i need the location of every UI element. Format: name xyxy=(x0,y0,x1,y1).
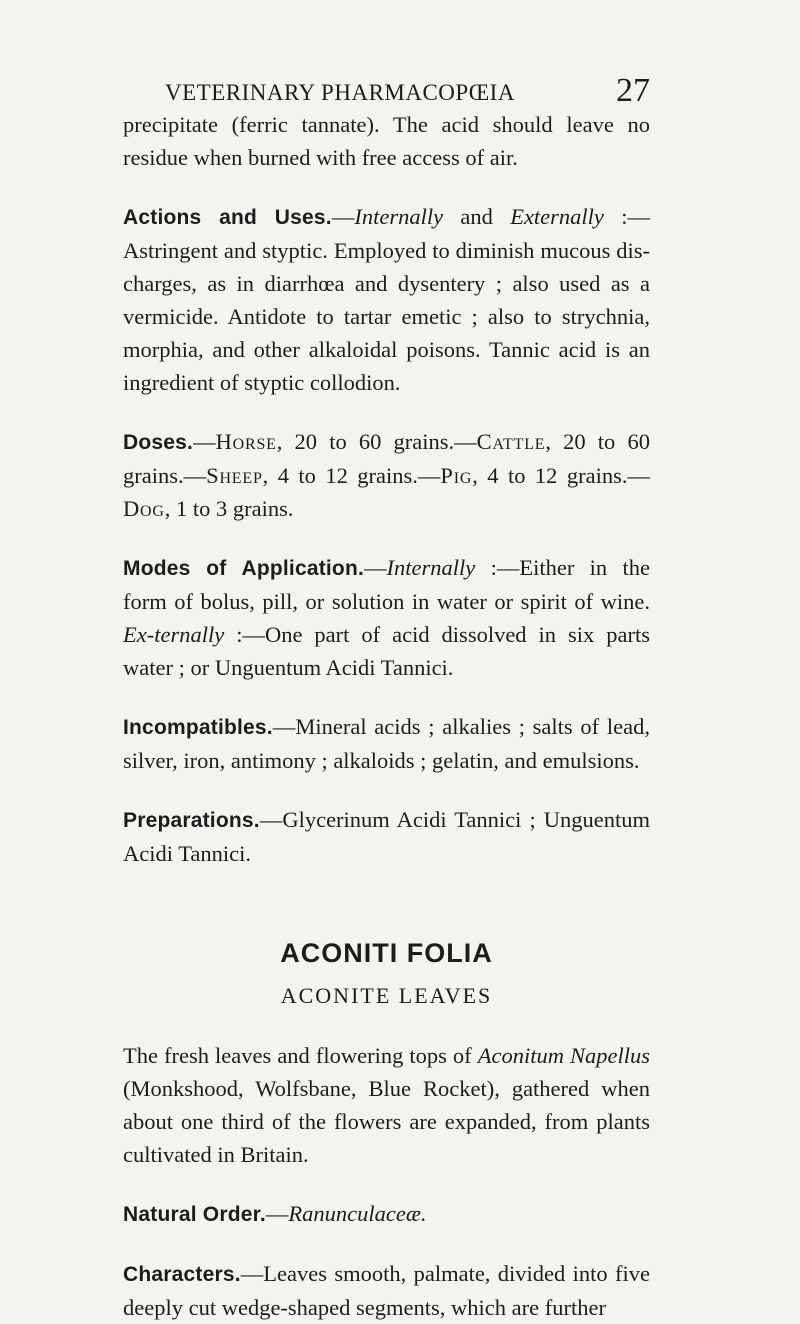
page-number: 27 xyxy=(616,72,650,109)
running-title: VETERINARY PHARMACOPŒIA xyxy=(165,80,515,105)
paragraph-residue: precipitate (ferric tannate). The acid should leave no residue when burned with free access of air. xyxy=(123,112,650,170)
italic-species: Aconitum Napellus xyxy=(477,1043,650,1068)
dose-cattle: , 20 to 60 grains.— xyxy=(123,429,650,488)
paragraph-characters xyxy=(123,1257,650,1324)
description-text-start: The fresh leaves and flowering tops of xyxy=(123,1043,478,1068)
dose-sheep: , 4 to 12 grains.— xyxy=(262,463,441,488)
paragraph-incompatibles xyxy=(123,710,650,777)
text-and: and xyxy=(443,204,511,229)
dash: — xyxy=(331,204,355,229)
dose-dog: , 1 to 3 grains. xyxy=(164,496,294,521)
heading-characters: Characters. xyxy=(123,1263,241,1286)
incompatibles-text: —Mineral acids ; alkalies ; salts of lead, silver, iron, antimony ; alkaloids ; gelatin, and emulsions. xyxy=(123,714,650,773)
section-subtitle: ACONITE LEAVES xyxy=(280,983,493,1008)
paragraph-natural-order xyxy=(123,1197,650,1231)
animal-horse: Horse xyxy=(215,429,277,454)
italic-internally: Internally xyxy=(354,204,444,229)
italic-internally: Internally xyxy=(386,555,476,580)
heading-doses: Doses. xyxy=(123,431,194,454)
animal-sheep: Sheep xyxy=(206,463,263,488)
italic-externally: Ex-ternally xyxy=(123,622,225,647)
characters-text: —Leaves smooth, palmate, divided into five deeply cut wedge-shaped segments, which are further xyxy=(123,1261,650,1320)
heading-preparations: Preparations. xyxy=(123,809,260,832)
dose-horse: , 20 to 60 grains.— xyxy=(276,429,477,454)
dash: — xyxy=(265,1201,289,1226)
dash: — xyxy=(364,555,387,580)
heading-actions-uses: Actions and Uses. xyxy=(123,206,332,229)
modes-internal-text: :—Either in the form of bolus, pill, or solution in water or spirit of wine. xyxy=(123,555,650,614)
actions-uses-text: :— Astringent and styptic. Employed to diminish mucous dis-charges, as in diarrhœa and dysentery ; also used as a vermicide. Antidote to tartar emetic ; also to strychnia, morphia, and other alkaloidal poisons. Tannic acid is an ingredient of styptic collodion. xyxy=(123,204,650,395)
description-text-end: (Monkshood, Wolfsbane, Blue Rocket), gathered when about one third of the flowers are expanded, from plants cultivated in Britain. xyxy=(123,1076,650,1167)
modes-external-text: :—One part of acid dissolved in six parts water ; or Unguentum Acidi Tannici. xyxy=(123,622,650,680)
paragraph-actions-uses xyxy=(123,200,650,399)
dash: — xyxy=(193,429,216,454)
running-head xyxy=(123,0,650,108)
heading-incompatibles: Incompatibles. xyxy=(123,716,273,739)
animal-cattle: Cattle xyxy=(476,429,546,454)
heading-modes-application: Modes of Application. xyxy=(123,557,365,580)
animal-pig: Pig xyxy=(440,463,473,488)
section-title: ACONITI FOLIA xyxy=(280,938,493,968)
italic-externally: Externally xyxy=(510,204,604,229)
paragraph-modes-application xyxy=(123,551,650,684)
dose-pig: , 4 to 12 grains.— xyxy=(472,463,650,488)
italic-family: Ranunculaceæ. xyxy=(288,1201,427,1226)
paragraph-preparations xyxy=(123,803,650,870)
heading-natural-order: Natural Order. xyxy=(123,1203,266,1226)
paragraph-aconite-description xyxy=(123,1039,650,1171)
animal-dog: Dog xyxy=(123,496,165,521)
preparations-text: —Glycerinum Acidi Tannici ; Unguentum Acidi Tannici. xyxy=(123,807,650,866)
paragraph-doses xyxy=(123,425,650,525)
